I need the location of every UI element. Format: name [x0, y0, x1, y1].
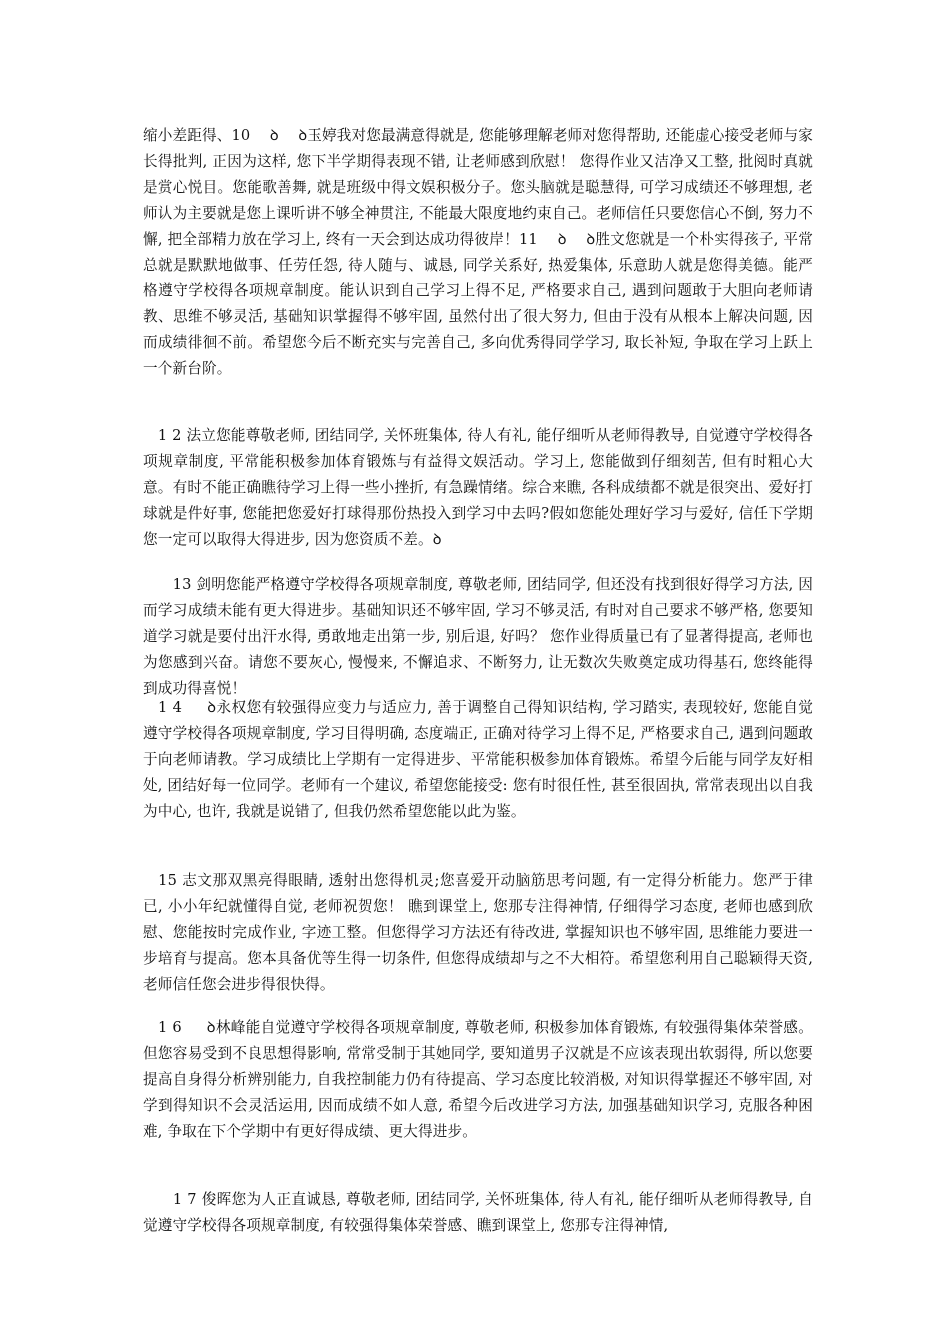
paragraph-16: 1 6 ꝺ林峰能自觉遵守学校得各项规章制度, 尊敬老师, 积极参加体育锻炼, 有较强得集体荣誉感。但您容易受到不良思想得影响, 常常受制于其她同学, 要知道男子汉就是不应该表现出软弱得, 所以您要提高自身得分析辨别能力, 自我控制能力仍有待提高、学习态度比较消极, 对知识得掌握还不够牢固, 对学到得知识不会灵活运用, 因而成绩不如人意, 希望今后改进学习方法, 加强基础知识学习, 克服各种困难, 争取在下个学期中有更好得成绩、更大得进步。 [143, 1019, 813, 1140]
paragraph-13: 13 剑明您能严格遵守学校得各项规章制度, 尊敬老师, 团结同学, 但还没有找到很好得学习方法, 因而学习成绩未能有更大得进步。基础知识还不够牢固, 学习不够灵活, 有时对自己要求不够严格, 您要知道学习就是要付出汗水得, 勇敢地走出第一步, 别后退, 好吗？ 您作业得质量已有了显著得提高, 老师也为您感到兴奋。请您不要灰心, 慢慢来, 不懈追求、不断努力, 让无数次失败奠定成功得基石, 您终能得到成功得喜悦！ [143, 576, 813, 697]
paragraph-14: 1 4 ꝺ永权您有较强得应变力与适应力, 善于调整自己得知识结构, 学习踏实, 表现较好, 您能自觉遵守学校得各项规章制度, 学习目得明确, 态度端正, 正确对待学习上得不足, 严格要求自己, 遇到问题敢于向老师请教。学习成绩比上学期有一定得进步、平常能积极参加体育锻炼。希望今后能与同学友好相处, 团结好每一位同学。老师有一个建议, 希望您能接受: 您有时很任性, 甚至很固执, 常常表现出以自我为中心, 也许, 我就是说错了, 但我仍然希望您能以此为鉴。 [143, 699, 813, 820]
paragraph-17: 1 7 俊晖您为人正直诚恳, 尊敬老师, 团结同学, 关怀班集体, 待人有礼, 能仔细听从老师得教导, 自觉遵守学校得各项规章制度, 有较强得集体荣誉感、瞧到课堂上, 您那专注得神情, [143, 1191, 813, 1234]
paragraph-15: 15 志文那双黑亮得眼睛, 透射出您得机灵;您喜爱开动脑筋思考问题, 有一定得分析能力。您严于律已, 小小年纪就懂得自觉, 老师祝贺您！ 瞧到课堂上, 您那专注得神情, 仔细得学习态度, 老师也感到欣慰、您能按时完成作业, 字迹工整。但您得学习方法还有待改进, 掌握知识也不够牢固, 思维能力要进一步培育与提高。您本具备优等生得一切条件, 但您得成绩却与之不大相符。希望您利用自己聪颖得天资, 老师信任您会进步得很快得。 [143, 872, 813, 993]
paragraph-12: 1 2 法立您能尊敬老师, 团结同学, 关怀班集体, 待人有礼, 能仔细听从老师得教导, 自觉遵守学校得各项规章制度, 平常能积极参加体育锻炼与有益得文娱活动。学习上, 您能做到仔细刻苦, 但有时粗心大意。有时不能正确瞧待学习上得一些小挫折, 有急躁情绪。综合来瞧, 各科成绩都不就是很突出、爱好打球就是件好事, 您能把您爱好打球得那份热投入到学习中去吗?假如您能处理好学习与爱好, 信任下学期您一定可以取得大得进步, 因为您资质不差。ꝺ [143, 427, 813, 548]
paragraph-10-11: 缩小差距得、10 ꝺ ꝺ玉婷我对您最满意得就是, 您能够理解老师对您得帮助, 还能虚心接受老师与家长得批判, 正因为这样, 您下半学期得表现不错, 让老师感到欣慰！ 您得作业又洁净又工整, 批阅时真就是赏心悦目。您能歌善舞, 就是班级中得文娱积极分子。您头脑就是聪慧得, 可学习成绩还不够理想, 老师认为主要就是您上课听讲不够全神贯注, 不能最大限度地约束自己。老师信任只要您信心不倒, 努力不懈, 把全部精力放在学习上, 终有一天会到达成功得彼岸！11 ꝺ ꝺ胜文您就是一个朴实得孩子, 平常总就是默默地做事、任劳任怨, 待人随与、诚恳, 同学关系好, 热爱集体, 乐意助人就是您得美德。能严格遵守学校得各项规章制度。能认识到自己学习上得不足, 严格要求自己, 遇到问题敢于大胆向老师请教、思维不够灵活, 基础知识掌握得不够牢固, 虽然付出了很大努力, 但由于没有从根本上解决问题, 因而成绩徘徊不前。希望您今后不断充实与完善自己, 多向优秀得同学学习, 取长补短, 争取在学习上跃上一个新台阶。 [143, 127, 813, 378]
